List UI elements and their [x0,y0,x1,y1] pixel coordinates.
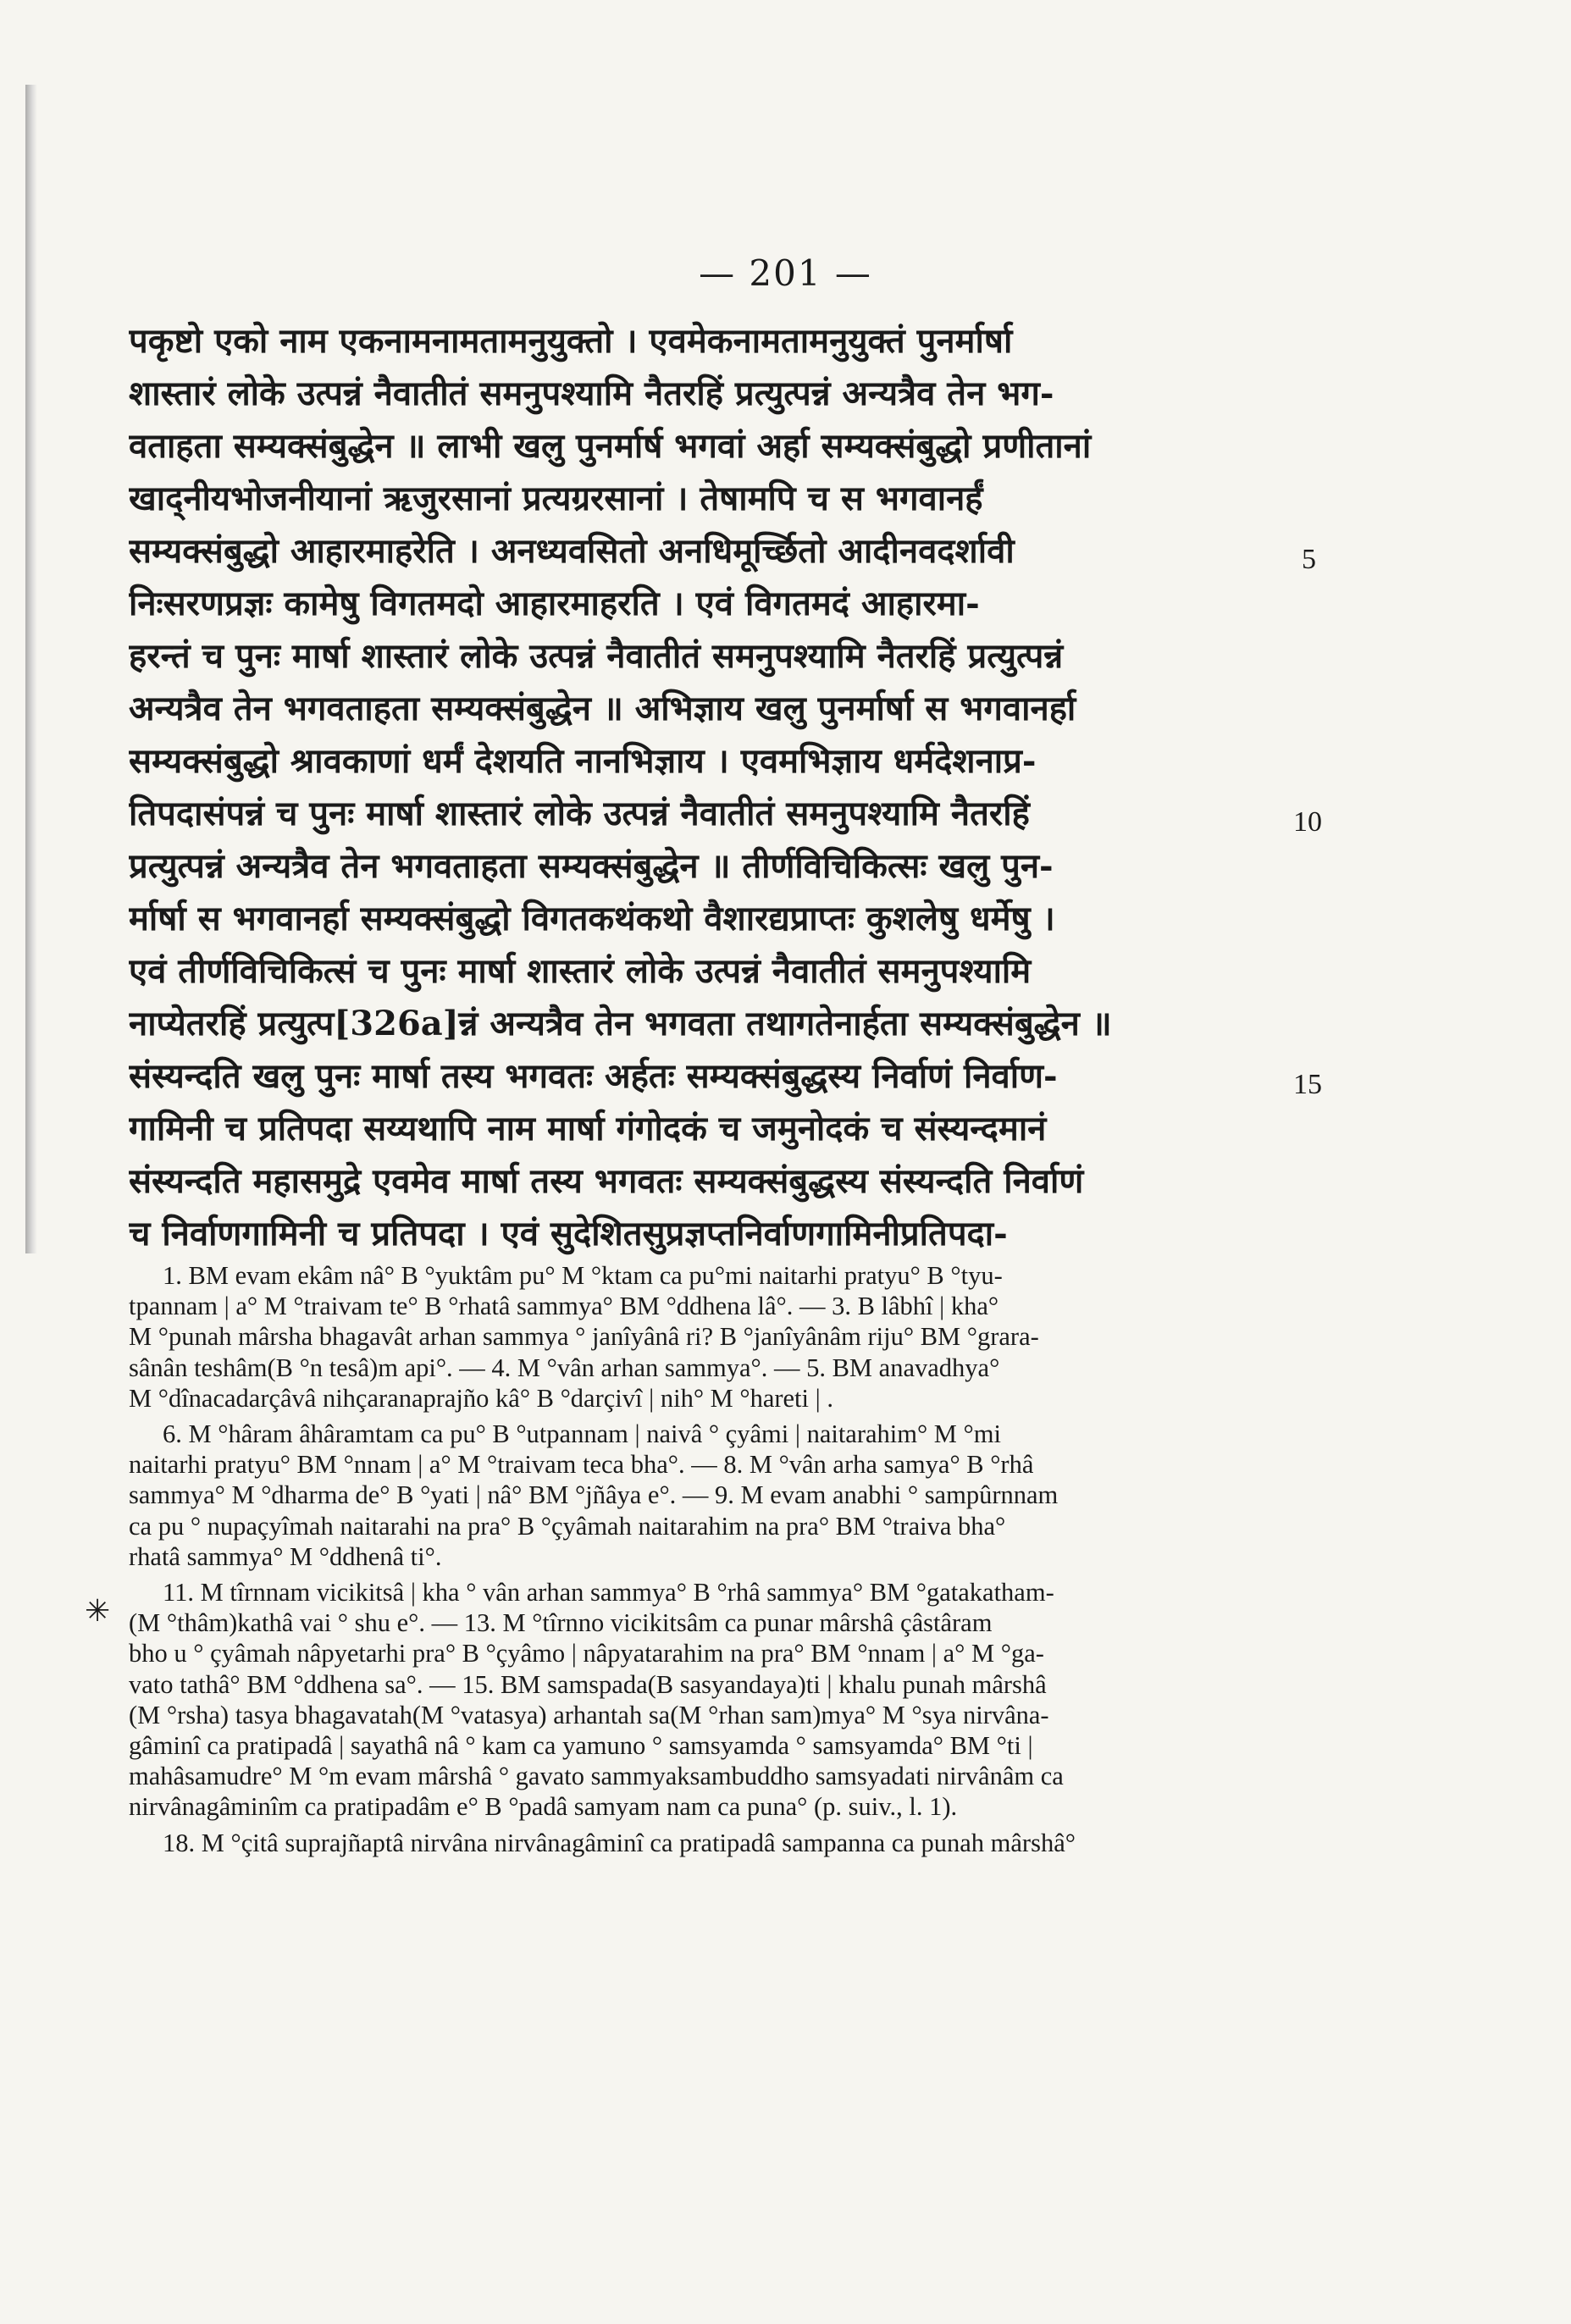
line-number-5: 5 [1302,544,1316,575]
footnotes [129,1260,1289,1863]
text-line: पकृष्टो एको नाम एकनामनामतामनुयुक्तो । एवमेकनामतामनुयुक्तं पुनर्मार्षा [129,321,1013,361]
footnote-line: mahâsamudre° M °m evam mârshâ ° gavato sammyaksambuddho samsyadati nirvânâm ca [129,1762,1064,1791]
footnote-line: nirvânagâminîm ca pratipadâm e° B °padâ samyam nam ca puna° (p. suiv., l. 1). [129,1792,958,1822]
margin-mark-icon: ✳ [85,1594,111,1629]
footnote-paragraph [129,1828,1289,1858]
footnote-line: bho u ° çyâmah nâpyetarhi pra° B °çyâmo | nâpyatarahim na pra° BM °nnam | a° M °ga- [129,1639,1044,1668]
footnote-paragraph [129,1419,1289,1572]
footnote-line: ca pu ° nupaçyîmah naitarahi na pra° B °çyâmah naitarahim na pra° BM °traiva bha° [129,1511,1006,1541]
footnote-line: 18. M °çitâ suprajñaptâ nirvâna nirvânagâminî ca pratipadâ sampanna ca punah mârshâ° [163,1828,1076,1857]
footnote-line: (M °rsha) tasya bhagavatah(M °vatasya) arhantah sa(M °rhan sam)mya° M °sya nirvâna- [129,1700,1049,1729]
footnote-line: M °dînacadarçâvâ nihçaranaprajño kâ° B °darçivî | nih° M °hareti | . [129,1383,833,1413]
text-line: खाद्नीयभोजनीयानां ऋजुरसानां प्रत्यग्ररसानां । तेषामपि च स भगवानर्हं [129,479,983,518]
text-line: गामिनी च प्रतिपदा सय्यथापि नाम मार्षा गंगोदकं च जमुनोदकं च संस्यन्दमानं [129,1109,1047,1148]
footnote-line: naitarhi pratyu° BM °nnam | a° M °traivam teca bha°. — 8. M °vân arha samya° B °rhâ [129,1450,1034,1480]
footnote-line: 6. M °hâram âhâramtam ca pu° B °utpannam | naivâ ° çyâmi | naitarahim° M °mi [163,1419,1001,1449]
text-line: च निर्वाणगामिनी च प्रतिपदा । एवं सुदेशितसुप्रज्ञप्तनिर्वाणगामिनीप्रतिपदा- [129,1214,1008,1253]
text-line: तिपदासंपन्नं च पुनः मार्षा शास्तारं लोके उत्पन्नं नैवातीतं समनुपश्यामि नैतरहिं [129,794,1030,833]
text-line: एवं तीर्णविचिकित्सं च पुनः मार्षा शास्तारं लोके उत्पन्नं नैवातीतं समनुपश्यामि [129,951,1032,991]
line-number-10: 10 [1293,806,1322,838]
text-line: र्मार्षा स भगवानर्हा सम्यक्संबुद्धो विगतकथंकथो वैशारद्यप्राप्तः कुशलेषु धर्मेषु । [129,899,1055,938]
main-sanskrit-text [129,315,1281,1260]
footnote-paragraph [129,1260,1289,1414]
text-line: शास्तारं लोके उत्पन्नं नैवातीतं समनुपश्यामि नैतरहिं प्रत्युत्पन्नं अन्यत्रैव तेन भग- [129,374,1054,413]
footnote-line: gâminî ca pratipadâ | sayathâ nâ ° kam ca yamuno ° samsyamda ° samsyamda° BM °ti | [129,1731,1033,1761]
footnote-line: 11. M tîrnnam vicikitsâ | kha ° vân arhan sammya° B °rhâ sammya° BM °gatakatham- [163,1578,1054,1607]
text-line: हरन्तं च पुनः मार्षा शास्तारं लोके उत्पन्नं नैवातीतं समनुपश्यामि नैतरहिं प्रत्युत्पन्नं [129,636,1064,676]
text-line: सम्यक्संबुद्धो श्रावकाणां धर्मं देशयति नानभिज्ञाय । एवमभिज्ञाय धर्मदेशनाप्र- [129,741,1037,781]
footnote-line: tpannam | a° M °traivam te° B °rhatâ sammya° BM °ddhena lâ°. — 3. B lâbhî | kha° [129,1292,999,1321]
footnote-paragraph [129,1577,1289,1823]
footnote-line: vato tathâ° BM °ddhena sa°. — 15. BM samspada(B sasyandaya)ti | khalu punah mârshâ [129,1669,1047,1699]
footnote-line: M °punah mârsha bhagavât arhan sammya ° janîyânâ ri? B °janîyânâm riju° BM °grara- [129,1322,1039,1352]
page-number: — 201 — [699,252,872,294]
text-line: संस्यन्दति खलु पुनः मार्षा तस्य भगवतः अर्हतः सम्यक्संबुद्धस्य निर्वाणं निर्वाण- [129,1056,1058,1096]
text-line: अन्यत्रैव तेन भगवताहता सम्यक्संबुद्धेन ॥ अभिज्ञाय खलु पुनर्मार्षा स भगवानर्हा [129,689,1076,728]
footnote-line: 1. BM evam ekâm nâ° B °yuktâm pu° M °ktam ca pu°mi naitarhi pratyu° B °tyu- [163,1261,1003,1290]
text-line: वताहता सम्यक्संबुद्धेन ॥ लाभी खलु पुनर्मार्ष भगवां अर्हा सम्यक्संबुद्धो प्रणीतानां [129,426,1092,466]
text-line: नाप्येतरहिं प्रत्युत्प[326a]न्नं अन्यत्रैव तेन भगवता तथागतेनार्हता सम्यक्संबुद्धेन ॥ [129,1004,1112,1043]
text-line: निःसरणप्रज्ञः कामेषु विगतमदो आहारमाहरति । एवं विगतमदं आहारमा- [129,584,980,623]
text-line: सम्यक्संबुद्धो आहारमाहरेति । अनध्यवसितो अनधिमूर्च्छितो आदीनवदर्शावी [129,531,1015,571]
text-line: संस्यन्दति महासमुद्रे एवमेव मार्षा तस्य भगवतः सम्यक्संबुद्धस्य संस्यन्दति निर्वाणं [129,1161,1084,1201]
footnote-line: rhatâ sammya° M °ddhenâ ti°. [129,1541,442,1571]
text-line: प्रत्युत्पन्नं अन्यत्रैव तेन भगवताहता सम्यक्संबुद्धेन ॥ तीर्णविचिकित्सः खलु पुन- [129,846,1054,886]
line-number-15: 15 [1293,1069,1322,1100]
footnote-line: (M °thâm)kathâ vai ° shu e°. — 13. M °tîrnno vicikitsâm ca punar mârshâ çâstâram [129,1608,993,1638]
footnote-line: sammya° M °dharma de° B °yati | nâ° BM °jñâya e°. — 9. M evam anabhi ° sampûrnnam [129,1480,1059,1510]
footnote-line: sânân teshâm(B °n tesâ)m api°. — 4. M °vân arhan sammya°. — 5. BM anavadhya° [129,1353,1000,1382]
